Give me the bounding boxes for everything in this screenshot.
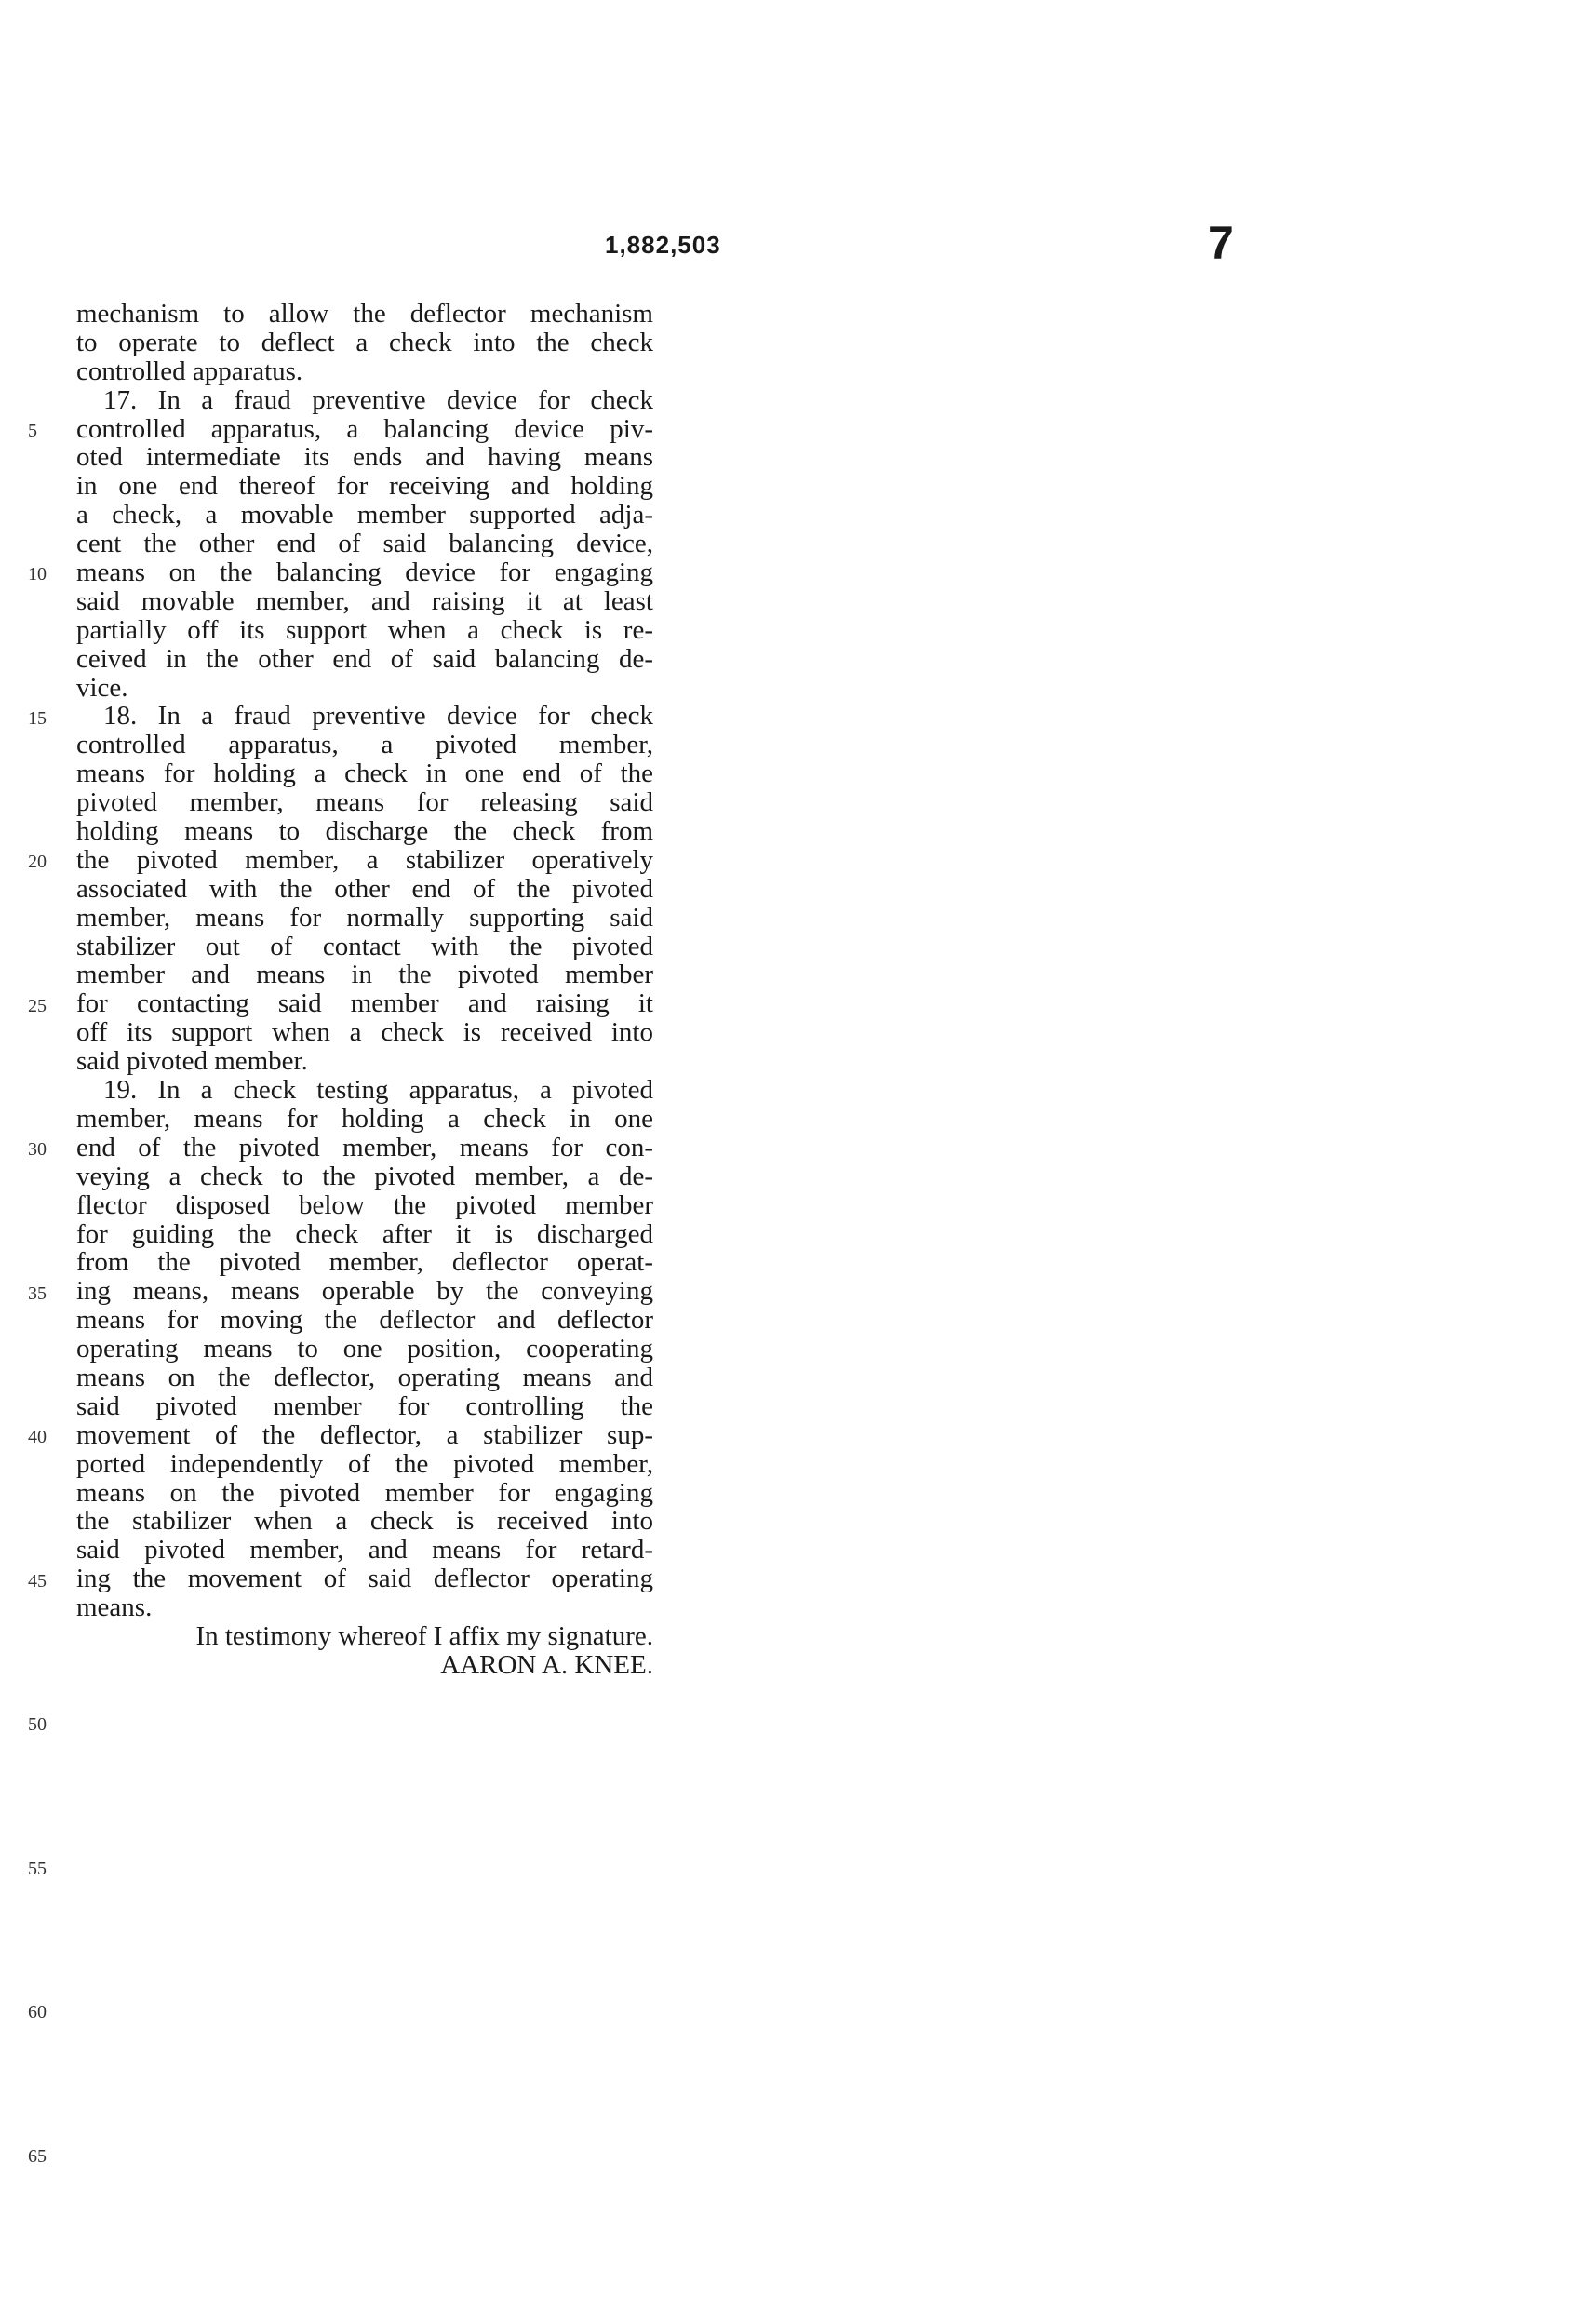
margin-line-number: 5	[28, 420, 37, 441]
text-line: a check, a movable member supported adja-	[76, 500, 653, 531]
patent-number: 1,882,503	[605, 231, 721, 259]
text-line: means for moving the deflector and deflector	[76, 1305, 653, 1336]
margin-line-number: 15	[28, 707, 47, 729]
margin-line-number: 20	[28, 852, 47, 873]
margin-line-number: 35	[28, 1283, 47, 1304]
text-line: to operate to deflect a check into the check	[76, 327, 653, 357]
text-line: oted intermediate its ends and having means	[76, 442, 653, 473]
text-line: 19. In a check testing apparatus, a pivoted	[76, 1075, 653, 1106]
text-line: for guiding the check after it is discharged	[76, 1218, 653, 1249]
text-line: movement of the deflector, a stabilizer sup-	[76, 1419, 653, 1450]
text-line: stabilizer out of contact with the pivoted	[76, 931, 653, 961]
text-line: partially off its support when a check is re-	[76, 614, 653, 645]
margin-line-number: 45	[28, 1570, 47, 1592]
text-line: operating means to one position, cooperating	[76, 1334, 653, 1364]
text-line: said movable member, and raising it at least	[76, 585, 653, 616]
text-line: end of the pivoted member, means for con-	[76, 1132, 653, 1162]
claims-text-column	[76, 300, 653, 1680]
text-line: holding means to discharge the check from	[76, 816, 653, 847]
text-line: controlled apparatus, a pivoted member,	[76, 730, 653, 760]
text-line: the stabilizer when a check is received into	[76, 1506, 653, 1537]
text-line: the pivoted member, a stabilizer operatively	[76, 844, 653, 875]
text-line: member, means for normally supporting said	[76, 902, 653, 933]
text-line: member, means for holding a check in one	[76, 1103, 653, 1134]
text-line: said pivoted member for controlling the	[76, 1390, 653, 1421]
text-line: means on the balancing device for engaging	[76, 557, 653, 588]
text-line: mechanism to allow the deflector mechanism	[76, 299, 653, 329]
text-line: means for holding a check in one end of the	[76, 759, 653, 789]
text-line: pivoted member, means for releasing said	[76, 787, 653, 818]
text-line: controlled apparatus.	[76, 356, 303, 386]
text-line: veying a check to the pivoted member, a de-	[76, 1161, 653, 1191]
text-line: controlled apparatus, a balancing device piv-	[76, 413, 653, 444]
text-line: flector disposed below the pivoted member	[76, 1189, 653, 1220]
margin-line-number: 65	[28, 2145, 47, 2167]
text-line: 17. In a fraud preventive device for check	[76, 384, 653, 415]
text-line: said pivoted member.	[76, 1046, 308, 1077]
margin-line-number: 55	[28, 1858, 47, 1879]
text-line: ing the movement of said deflector operating	[76, 1564, 653, 1594]
margin-line-number: 40	[28, 1427, 47, 1448]
text-line: for contacting said member and raising it	[76, 988, 653, 1019]
text-line: AARON A. KNEE.	[440, 1649, 653, 1680]
text-line: associated with the other end of the pivoted	[76, 873, 653, 904]
text-line: off its support when a check is received into	[76, 1017, 653, 1048]
text-line: ported independently of the pivoted member,	[76, 1448, 653, 1479]
text-line: in one end thereof for receiving and holding	[76, 471, 653, 502]
margin-line-number: 30	[28, 1139, 47, 1161]
text-line: means on the pivoted member for engaging	[76, 1477, 653, 1508]
text-line: vice.	[76, 672, 128, 703]
text-line: 18. In a fraud preventive device for check	[76, 701, 653, 732]
margin-line-number: 60	[28, 2002, 47, 2023]
text-line: In testimony whereof I affix my signature.	[195, 1620, 653, 1651]
margin-line-number: 50	[28, 1714, 47, 1736]
text-line: means on the deflector, operating means and	[76, 1362, 653, 1392]
text-line: said pivoted member, and means for retard-	[76, 1535, 653, 1565]
text-line: means.	[76, 1592, 153, 1623]
margin-line-number: 10	[28, 564, 47, 585]
page-number: 7	[1208, 217, 1234, 269]
margin-line-number: 25	[28, 995, 47, 1016]
text-line: cent the other end of said balancing device,	[76, 529, 653, 559]
text-line: ceived in the other end of said balancing de-	[76, 643, 653, 674]
text-line: from the pivoted member, deflector operat-	[76, 1247, 653, 1278]
text-line: ing means, means operable by the conveying	[76, 1276, 653, 1307]
text-line: member and means in the pivoted member	[76, 960, 653, 990]
